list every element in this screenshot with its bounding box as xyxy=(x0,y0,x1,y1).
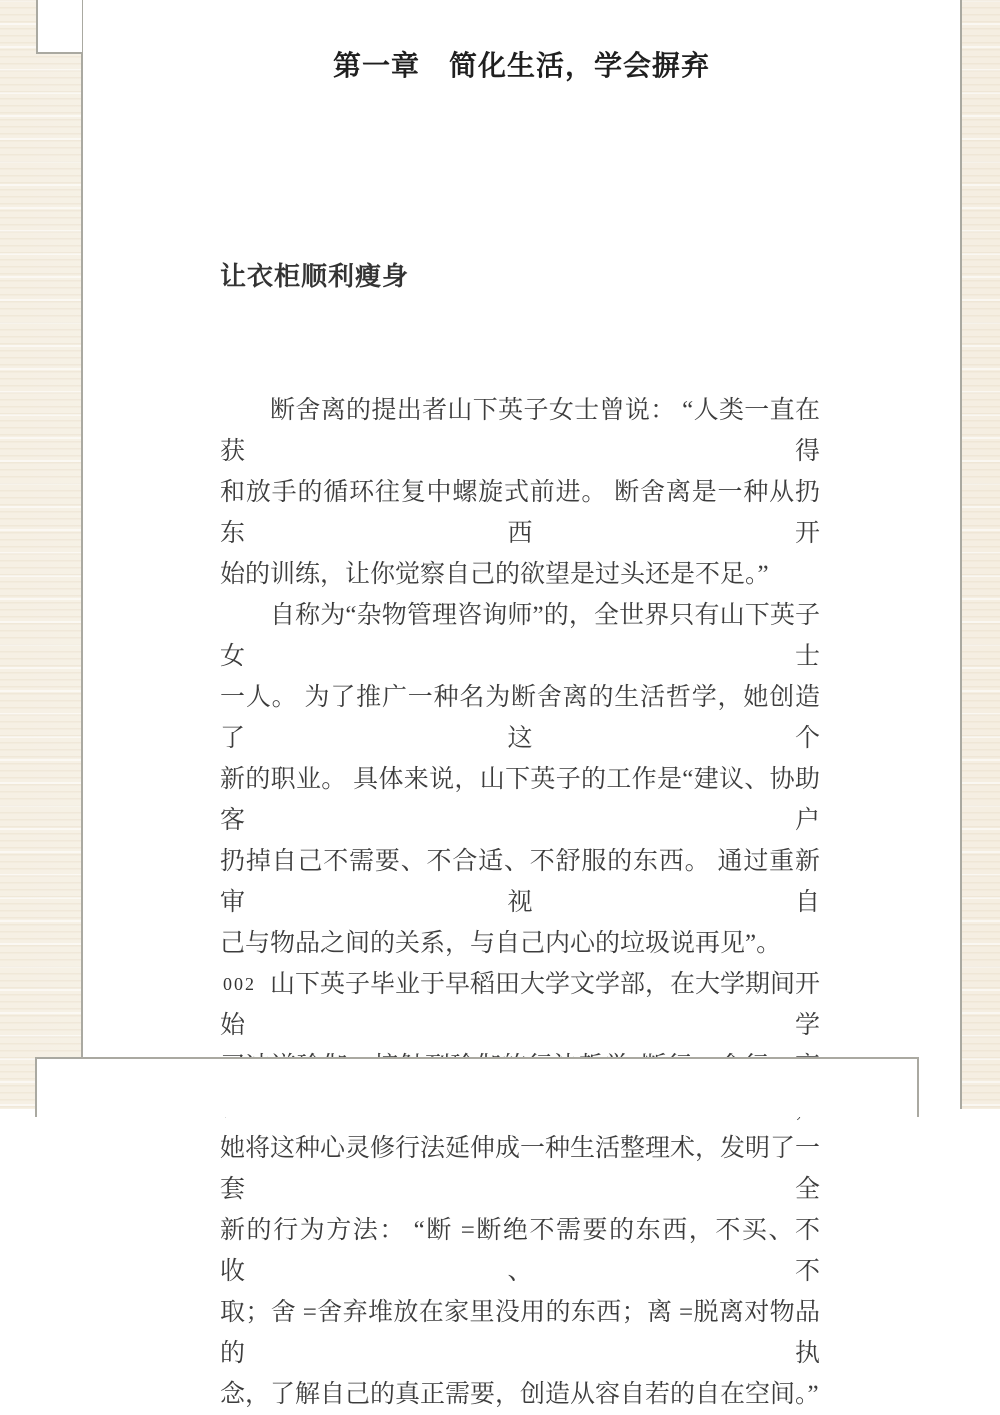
text-line: 和放手的循环往复中螺旋式前进。 断舍离是一种从扔东西开 xyxy=(220,479,820,547)
next-page-sheet xyxy=(35,1057,919,1117)
paragraph xyxy=(220,595,820,964)
text-line: 念，了解自己的真正需要，创造从容自若的自在空间。” xyxy=(220,1381,819,1408)
chapter-title: 第一章 简化生活，学会摒弃 xyxy=(332,51,710,82)
page-number: 002 xyxy=(223,974,256,994)
text-line: 一人。 为了推广一种名为断舍离的生活哲学，她创造了这个 xyxy=(220,684,820,752)
text-line: 扔掉自己不需要、不合适、不舒服的东西。 通过重新审视自 xyxy=(220,848,820,916)
text-line: 新的职业。 具体来说，山下英子的工作是“建议、协助客户 xyxy=(220,766,820,834)
text-line: 始的训练，让你觉察自己的欲望是过头还是不足。” xyxy=(220,561,769,588)
section-heading: 让衣柜顺利瘦身 xyxy=(220,261,410,291)
text-line: 断舍离的提出者山下英子女士曾说： “人类一直在获得 xyxy=(220,397,820,465)
text-line: 山下英子毕业于早稻田大学文学部，在大学期间开始学 xyxy=(220,971,821,1039)
paragraph xyxy=(220,964,820,1415)
text-line: 新的行为方法： “断 =断绝不需要的东西，不买、不收、不 xyxy=(220,1217,820,1285)
text-line: 取；舍 =舍弃堆放在家里没用的东西；离 =脱离对物品的执 xyxy=(220,1299,820,1367)
paragraph xyxy=(220,390,820,595)
book-page xyxy=(81,0,962,1408)
text-line: 自称为“杂物管理咨询师”的，全世界只有山下英子女士 xyxy=(220,602,820,670)
text-line: 她将这种心灵修行法延伸成一种生活整理术，发明了一套全 xyxy=(220,1135,821,1203)
previous-page-corner xyxy=(36,0,82,54)
text-line: 己与物品之间的关系，与自己内心的垃圾说再见”。 xyxy=(220,930,782,957)
body-text xyxy=(220,390,820,1415)
